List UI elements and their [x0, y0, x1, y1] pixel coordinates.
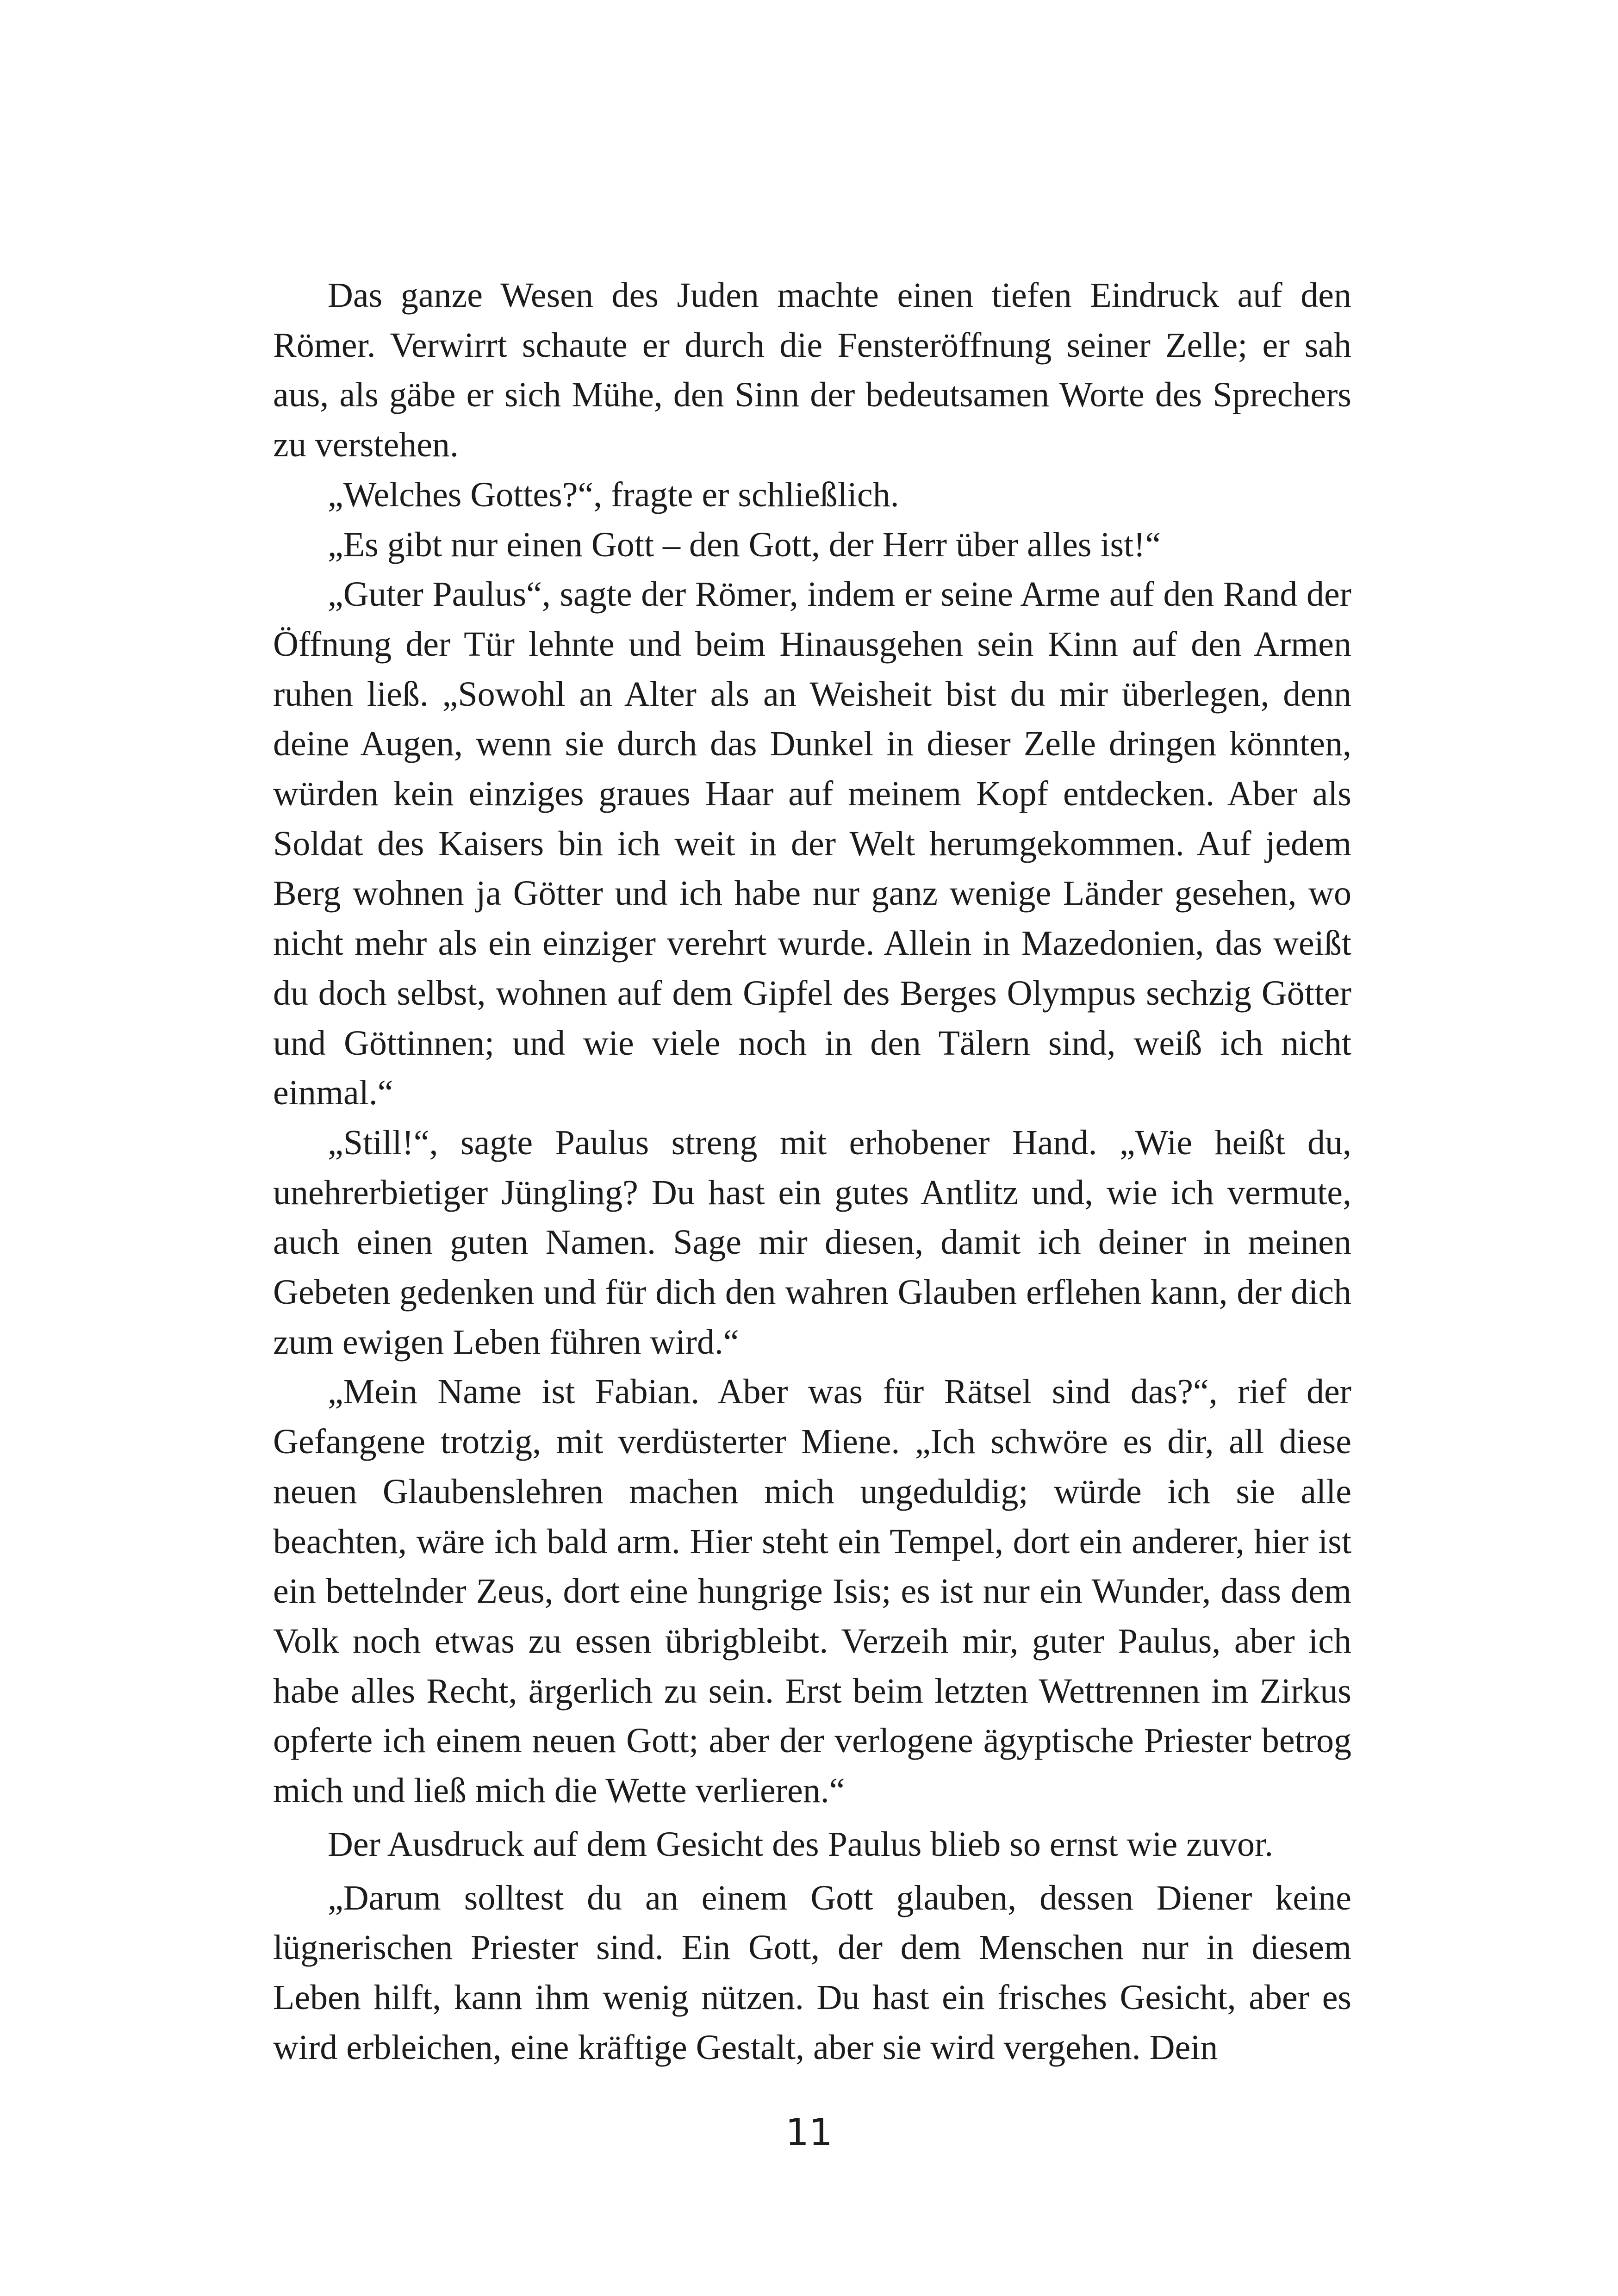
paragraph: „Mein Name ist Fabian. Aber was für Rätsel sind das?“, rief der Gefangene trotzig, mit verdüsterter Miene. „Ich schwöre es dir, all diese neuen Glaubenslehren machen mich ungeduldig; würde ich sie alle beachten, wäre ich bald arm. Hier steht ein Tempel, dort ein anderer, hier ist ein bettelnder Zeus, dort eine hungrige Isis; es ist nur ein Wunder, dass dem Volk noch etwas zu essen übrigbleibt. Verzeih mir, guter Paulus, aber ich habe alles Recht, ärgerlich zu sein. Erst beim letzten Wettrennen im Zirkus opferte ich einem neuen Gott; aber der verlogene ägyptische Priester betrog mich und ließ mich die Wette verlieren.“ — [273, 1372, 1351, 1811]
paragraph: Der Ausdruck auf dem Gesicht des Paulus blieb so ernst wie zuvor. — [328, 1824, 1274, 1864]
paragraph: Das ganze Wesen des Juden machte einen tiefen Eindruck auf den Römer. Verwirrt schaute er durch die Fensteröffnung seiner Zelle; er sah aus, als gäbe er sich Mühe, den Sinn der bedeutsamen Worte des Sprechers zu verstehen. — [273, 276, 1351, 465]
page-number: 11 — [785, 2111, 833, 2154]
paragraph: „Darum solltest du an einem Gott glauben, dessen Diener keine lügnerischen Priester sind. Ein Gott, der dem Menschen nur in diesem Leben hilft, kann ihm wenig nützen. Du hast ein frisches Gesicht, aber es wird erbleichen, eine kräftige Gestalt, aber sie wird vergehen. Dein — [273, 1878, 1351, 2067]
body-text — [273, 271, 1351, 2072]
paragraph: „Still!“, sagte Paulus streng mit erhobener Hand. „Wie heißt du, unehrerbietiger Jüngling? Du hast ein gutes Antlitz und, wie ich vermute, auch einen guten Namen. Sage mir diesen, damit ich deiner in meinen Gebeten gedenken und für dich den wahren Glauben erflehen kann, der dich zum ewigen Leben führen wird.“ — [273, 1123, 1351, 1362]
paragraph: „Es gibt nur einen Gott – den Gott, der Herr über alles ist!“ — [328, 525, 1161, 564]
paragraph: „Welches Gottes?“, fragte er schließlich. — [328, 475, 899, 514]
paragraph: „Guter Paulus“, sagte der Römer, indem er seine Arme auf den Rand der Öffnung der Tür lehnte und beim Hinausgehen sein Kinn auf den Armen ruhen ließ. „Sowohl an Alter als an Weisheit bist du mir überlegen, denn deine Augen, wenn sie durch das Dunkel in dieser Zelle dringen könnten, würden kein einziges graues Haar auf meinem Kopf entdecken. Aber als Soldat des Kaisers bin ich weit in der Welt herumgekommen. Auf jedem Berg wohnen ja Götter und ich habe nur ganz wenige Länder gesehen, wo nicht mehr als ein einziger verehrt wurde. Allein in Mazedonien, das weißt du doch selbst, wohnen auf dem Gipfel des Berges Olympus sechzig Götter und Göttinnen; und wie viele noch in den Tälern sind, weiß ich nicht einmal.“ — [273, 575, 1351, 1113]
